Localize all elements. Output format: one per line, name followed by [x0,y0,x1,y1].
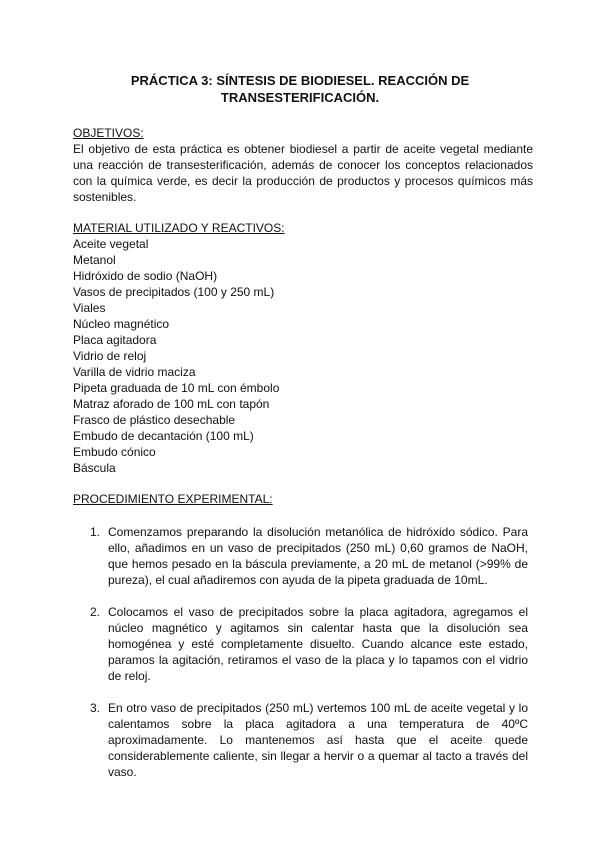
material-item: Viales [73,301,106,315]
material-item: Metanol [73,253,116,267]
procedimiento-section [73,491,533,507]
title-line-1: PRÁCTICA 3: SÍNTESIS DE BIODIESEL. REACCIÓN DE [130,73,470,88]
material-item: Báscula [73,461,116,475]
document-title [60,72,540,106]
material-item: Hidróxido de sodio (NaOH) [73,269,218,283]
material-item: Vasos de precipitados (100 y 250 mL) [73,285,275,299]
procedure-step-1 [90,524,528,588]
title-line-2: TRANSESTERIFICACIÓN. [220,90,380,105]
material-item: Pipeta graduada de 10 mL con émbolo [73,381,280,395]
step-number: 1. [90,525,101,539]
step-text: Colocamos el vaso de precipitados sobre la placa agitadora, agregamos el núcleo magnético y agitamos sin calentar hasta que la disolución sea homogénea y esté completamente disuelto. Cuando alcance este estado, paramos la agitación, retiramos el vaso de la placa y lo tapamos con el vidrio de reloj. [108,605,528,683]
objetivos-text: El objetivo de esta práctica es obtener biodiesel a partir de aceite vegetal mediante una reacción de transesterificación, además de conocer los conceptos relacionados con la química verde, es decir la producción de productos y procesos químicos más sostenibles. [73,142,533,204]
procedure-step-3 [90,700,528,780]
material-item: Frasco de plástico desechable [73,413,236,427]
procedure-steps [90,524,528,796]
material-item: Varilla de vidrio maciza [73,365,196,379]
procedure-step-2 [90,604,528,684]
procedimiento-heading: PROCEDIMIENTO EXPERIMENTAL: [73,492,273,506]
material-item: Aceite vegetal [73,237,149,251]
step-number: 2. [90,605,101,619]
material-section [73,220,533,476]
material-list [73,236,533,476]
material-item: Embudo cónico [73,445,156,459]
material-item: Placa agitadora [73,333,157,347]
objetivos-section [73,125,533,205]
material-item: Embudo de decantación (100 mL) [73,429,254,443]
material-item: Núcleo magnético [73,317,170,331]
step-number: 3. [90,701,101,715]
objetivos-heading: OBJETIVOS: [73,126,144,140]
step-text: En otro vaso de precipitados (250 mL) vertemos 100 mL de aceite vegetal y lo calentamos sobre la placa agitadora a una temperatura de 40ºC aproximadamente. Lo mantenemos así hasta que el aceite quede considerablemente caliente, sin llegar a hervir o a quemar al tacto a través del vaso. [108,701,528,779]
material-item: Vidrio de reloj [73,349,147,363]
step-text: Comenzamos preparando la disolución metanólica de hidróxido sódico. Para ello, añadimos en un vaso de precipitados (250 mL) 0,60 gramos de NaOH, que hemos pesado en la báscula previamente, a 20 mL de metanol (>99% de pureza), el cual añadiremos con ayuda de la pipeta graduada de 10mL. [108,525,528,587]
material-heading: MATERIAL UTILIZADO Y REACTIVOS: [73,221,285,235]
material-item: Matraz aforado de 100 mL con tapón [73,397,270,411]
